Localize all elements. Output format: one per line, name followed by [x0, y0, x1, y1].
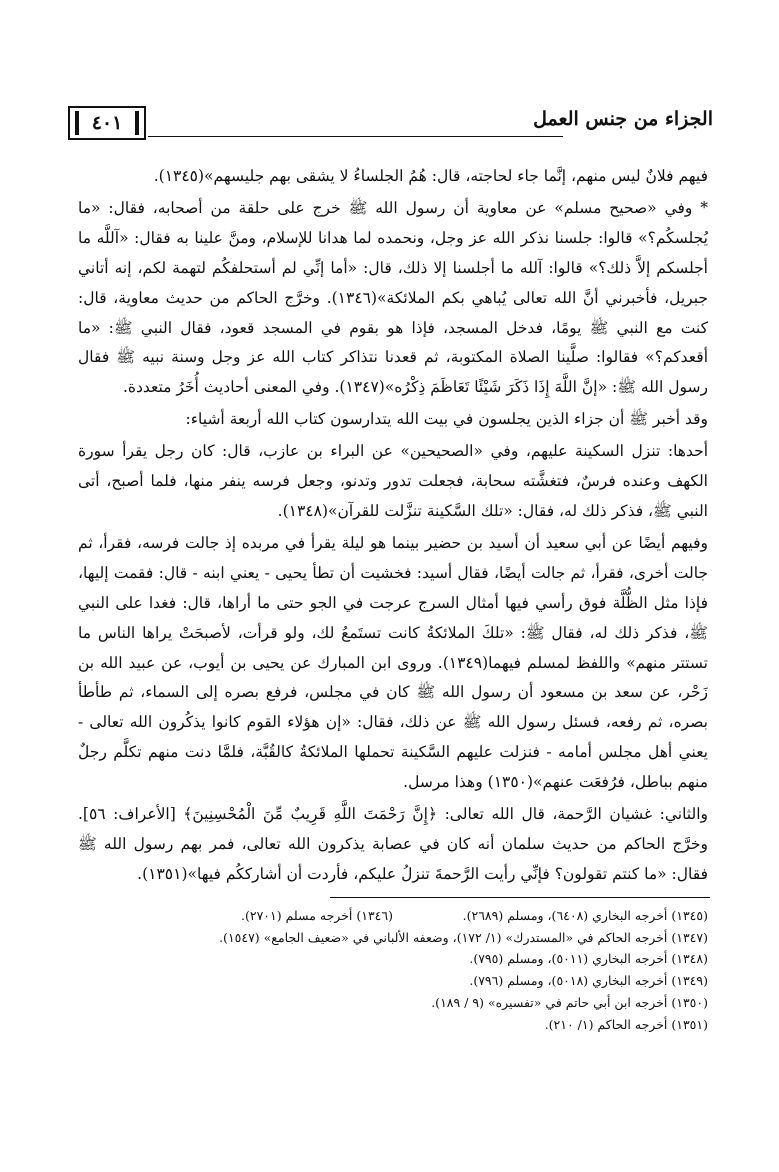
paragraph: وفيهم أيضًا عن أبي سعيد أن أسيد بن حضير بينما هو ليلة يقرأ في مربده إذ جالت فرسه، فقرأ، ثم جالت أخرى، فقرأ، ثم جالت أيضًا، فقال أسيد: فخشيت أن تطأ يحيى - يعني ابنه - قال: فقمت إليها، فإذا مثل الظُّلَّة فوق رأسي فيها أمثال السرج عرجت في الجو حتى ما أراها، قال: فغدا على النبي ﷺ، فذكر ذلك له، فقال ﷺ: «تلكَ الملائكةُ كانت تستَمعُ لك، ولو قرأت، لأصبحَتْ يراها الناس ما تستتر منهم» واللفظ لمسلم فيهما(١٣٤٩). وروى ابن المبارك عن يحيى بن أيوب، عن عبيد الله بن زَحْر، عن سعد بن مسعود أن رسول الله ﷺ كان في مجلس، فرفع بصره إلى السماء، ثم طأطأ بصره، ثم رفعه، فسئل رسول الله ﷺ عن ذلك، فقال: «إن هؤلاء القوم كانوا يذكُرون الله تعالى - يعني أهل مجلس أمامه - فنزلت عليهم السَّكينة تحملها الملائكةُ كالقُبَّة، فلمَّا دنت منهم تكلَّم رجلٌ منهم بباطل، فرُفعَت عنهم»(١٣٥٠) وهذا مرسل.: [78, 533, 708, 792]
running-title: الجزاء من جنس العمل: [533, 108, 713, 130]
footnote: (١٣٤٥) أخرجه البخاري (٦٤٠٨)، ومسلم (٢٦٨٩).: [462, 908, 708, 923]
footnote-row: [78, 905, 708, 927]
paragraph: وقد أخبر ﷺ أن جزاء الذين يجلسون في بيت الله يتدارسون كتاب الله أربعة أشياء:: [185, 410, 708, 429]
paragraph: أحدها: تنزل السكينة عليهم، وفي «الصحيحين» عن البراء بن عازب، قال: كان رجل يقرأ سورة الكهف وعنده فرسٌ، فتغشَّته سحابة، فجعلت تدور وتدنو، وجعل فرسه ينفر منها، فلما أصبح، أتى النبي ﷺ، فذكر ذلك له، فقال: «تلك السَّكينة تنزَّلت للقرآن»(١٣٤٨).: [78, 442, 708, 520]
page-number-box: [68, 106, 146, 140]
footnote: (١٣٤٦) أخرجه مسلم (٢٧٠١).: [241, 908, 393, 923]
footnote-row: [78, 1014, 708, 1036]
paragraph: فيهم فلانٌ ليس منهم، إنَّما جاء لحاجته، قال: هُمُ الجلساءُ لا يشقى بهم جليسهم»(١٣٤٥).: [153, 167, 708, 185]
page-number: ٤٠١: [91, 112, 123, 134]
paragraph: * وفي «صحيح مسلم» عن معاوية أن رسول الله ﷺ خرج على حلقة من أصحابه، فقال: «ما يُجلسكُم؟» قالوا: جلسنا نذكر الله عز وجل، ونحمده لما هدانا للإسلام، ومنَّ علينا به فقال: «آللَّه ما أجلسكم إلاَّ ذلك؟» قالوا: آلله ما أجلسنا إلا ذلك، قال: «أما إنِّي لم أستحلفكُم لتهمة لكم، إنه أتاني جبريل، فأخبرني أنَّ الله تعالى يُباهي بكم الملائكة»(١٣٤٦). وخرَّج الحاكم من حديث معاوية، قال: كنت مع النبي ﷺ يومًا، فدخل المسجد، فإذا هو بقوم في المسجد قعود، فقال النبي ﷺ: «ما أقعدكم؟» فقالوا: صلَّينا الصلاة المكتوبة، ثم قعدنا نتذاكر كتاب الله عز وجل وسنة نبيه ﷺ فقال رسول الله ﷺ: «إنَّ اللَّهَ إِذَا ذَكَرَ شَيْئًا تَعَاظَمَ ذِكْرُه»(١٣٤٧). وفي المعنى أحاديث أُخَرُ متعددة.: [78, 198, 708, 397]
page-header: [68, 100, 713, 150]
paragraph: والثاني: غشيان الرَّحمة، قال الله تعالى: ﴿إِنَّ رَحْمَتَ اللَّهِ قَرِيبٌ مِّنَ الْمُحْسِنِينَ﴾ [الأعراف: ٥٦]. وخرَّج الحاكم من حديث سلمان أنه كان في عصابة يذكرون الله تعالى، فمر بهم رسول الله ﷺ فقال: «ما كنتم تقولون؟ فإنِّي رأيت الرَّحمةَ تنزلُ عليكم، فأردت أن أشارككُم فيها»(١٣٥١).: [78, 805, 708, 883]
footnotes: [78, 905, 708, 1035]
footnote-separator: [330, 897, 710, 898]
footnote: (١٣٤٧) أخرجه الحاكم في «المستدرك» (١/ ١٧٢)، وضعفه الألباني في «ضعيف الجامع» (١٥٤٧).: [219, 929, 708, 945]
footnote: (١٣٤٨) أخرجه البخاري (٥٠١١)، ومسلم (٧٩٥).: [469, 951, 708, 967]
footnote: (١٣٥١) أخرجه الحاكم (١/ ٢١٠).: [544, 1016, 708, 1032]
footnote-row: [78, 970, 708, 992]
footnote-row: [78, 948, 708, 970]
footnote-row: [78, 927, 708, 949]
main-text: [78, 162, 708, 890]
footnote: (١٣٥٠) أخرجه ابن أبي حاتم في «تفسيره» (٩ / ١٨٩).: [431, 994, 708, 1010]
header-rule: [148, 136, 563, 137]
footnote: (١٣٤٩) أخرجه البخاري (٥٠١٨)، ومسلم (٧٩٦).: [469, 973, 708, 989]
footnote-row: [78, 992, 708, 1014]
